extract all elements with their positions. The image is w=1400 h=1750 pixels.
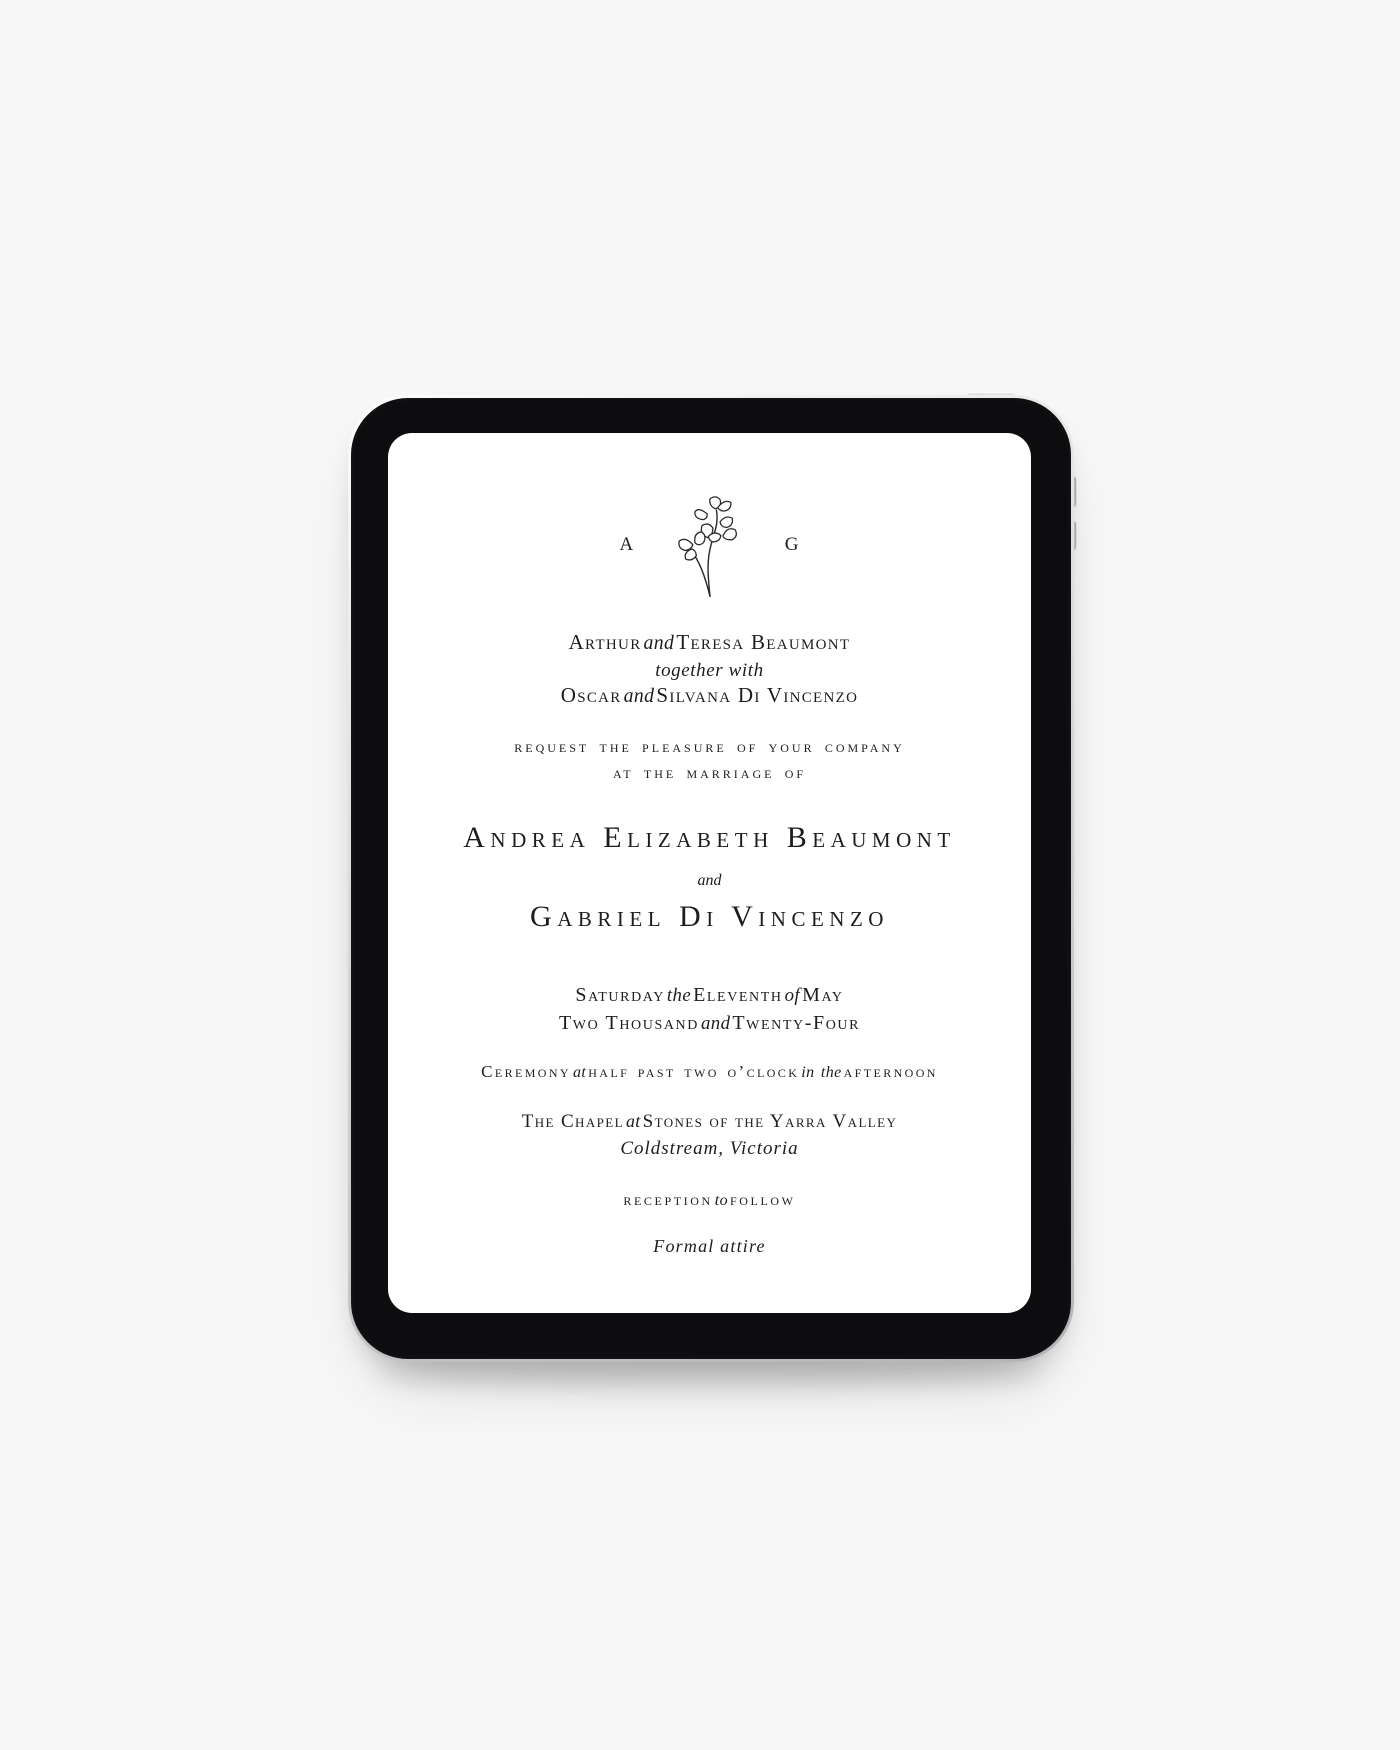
monogram-letter-right: G	[784, 534, 800, 555]
tablet-device	[348, 395, 1074, 1362]
venue-location-line: Coldstream, Victoria	[620, 1138, 799, 1160]
together-with-line: together with	[655, 659, 764, 681]
bride-name: Andrea Elizabeth Beaumont	[463, 821, 956, 855]
attire-line: Formal attire	[653, 1236, 766, 1257]
date-line-1: Saturday the Eleventh of May	[575, 984, 844, 1007]
request-line-1: request the pleasure of your company	[514, 737, 905, 757]
couple-conjunction: and	[697, 872, 722, 890]
host-parents-line-1: Arthur andTeresa Beaumont	[568, 630, 851, 654]
monogram-letter-left: A	[619, 534, 635, 555]
monogram	[610, 490, 810, 605]
host-parents-line-2: Oscar andSilvana Di Vincenzo	[560, 682, 859, 707]
wedding-invitation	[388, 433, 1031, 1313]
groom-name: Gabriel Di Vincenzo	[530, 900, 889, 934]
tablet-floor-shadow	[372, 1362, 1050, 1388]
botanical-sprig-icon	[667, 490, 753, 605]
tablet-frame	[351, 398, 1071, 1359]
tablet-screen	[388, 433, 1031, 1313]
date-line-2: Two Thousand and Twenty-Four	[558, 1012, 861, 1035]
venue-line: The Chapel at Stones of the Yarra Valley	[521, 1111, 898, 1133]
request-line-2: at the marriage of	[612, 763, 807, 783]
reception-line: reception to follow	[623, 1190, 796, 1210]
ceremony-time-line: Ceremony at half past two o’clock in the afternoon	[481, 1062, 938, 1082]
